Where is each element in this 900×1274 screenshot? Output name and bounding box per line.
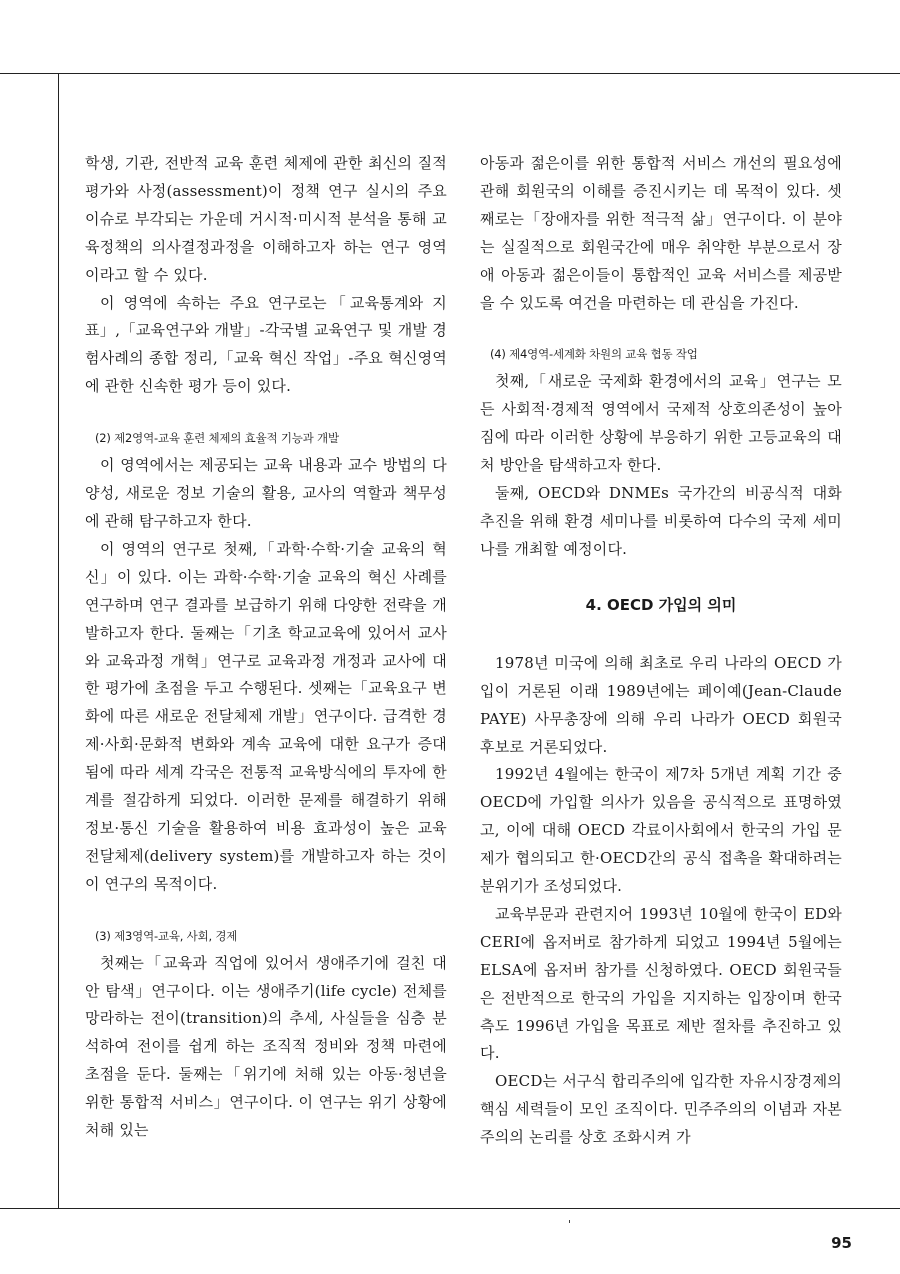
left-paragraph-5: 첫째는「교육과 직업에 있어서 생애주기에 걸친 대안 탐색」연구이다. 이는 생애주기(life cycle) 전체를 망라하는 전이(transition)의 추세, 사실들을 심층 분석하여 전이를 쉽게 하는 조직적 정비와 정책 마련에 초점을 둔다. 둘째는「위기에 처해 있는 아동·청년을 위한 통합적 서비스」연구이다. 이 연구는 위기 상황에 처해 있는: [85, 953, 447, 1140]
subsection-heading-2: (2) 제2영역-교육 훈련 체제의 효율적 기능과 개발: [95, 431, 339, 446]
frame-top-rule: [0, 73, 900, 74]
left-column: [85, 150, 447, 1145]
section-heading-4: 4. OECD 가입의 의미: [585, 595, 737, 614]
left-paragraph-4: 이 영역의 연구로 첫째,「과학·수학·기술 교육의 혁신」이 있다. 이는 과학·수학·기술 교육의 혁신 사례를 연구하며 연구 결과를 보급하기 위해 다양한 전략을 개발하고자 한다. 둘째는「기초 학교교육에 있어서 교사와 교육과정 개혁」연구로 교육과정 개정과 교사에 대한 평가에 초점을 두고 수행된다. 셋째는「교육요구 변화에 따른 새로운 전달체제 개발」연구이다. 급격한 경제·사회·문화적 변화와 계속 교육에 대한 요구가 증대됨에 따라 세계 각국은 전통적 교육방식에의 투자에 한계를 절감하게 되었다. 이러한 문제를 해결하기 위해 정보·통신 기술을 활용하여 비용 효과성이 높은 교육 전달체제(delivery system)를 개발하고자 하는 것이 이 연구의 목적이다.: [85, 539, 447, 893]
right-paragraph-4: 1978년 미국에 의해 최초로 우리 나라의 OECD 가입이 거론된 이래 1989년에는 페이예(Jean-Claude PAYE) 사무총장에 의해 우리 나라가 OECD 회원국 후보로 거론되었다.: [480, 653, 842, 756]
subsection-heading-4: (4) 제4영역-세계화 차원의 교육 협동 작업: [490, 347, 698, 362]
right-column: [480, 150, 842, 1152]
left-paragraph-1: 학생, 기관, 전반적 교육 훈련 체제에 관한 최신의 질적 평가와 사정(assessment)이 정책 연구 실시의 주요 이슈로 부각되는 가운데 거시적·미시적 분석을 통해 교육정책의 의사결정과정을 이해하고자 하는 연구 영역이라고 할 수 있다.: [85, 154, 447, 284]
right-paragraph-7: OECD는 서구식 합리주의에 입각한 자유시장경제의 핵심 세력들이 모인 조직이다. 민주주의의 이념과 자본주의의 논리를 상호 조화시켜 가: [480, 1072, 842, 1147]
left-paragraph-2: 이 영역에 속하는 주요 연구로는「교육통계와 지표」,「교육연구와 개발」-각국별 교육연구 및 개발 경험사례의 종합 정리,「교육 혁신 작업」-주요 혁신영역에 관한 신속한 평가 등이 있다.: [85, 293, 447, 396]
frame-left-rule: [58, 73, 59, 1208]
right-paragraph-1: 아동과 젊은이를 위한 통합적 서비스 개선의 필요성에 관해 회원국의 이해를 증진시키는 데 목적이 있다. 셋째로는「장애자를 위한 적극적 삶」연구이다. 이 분야는 실질적으로 회원국간에 매우 취약한 부분으로서 장애 아동과 젊은이들이 통합적인 교육 서비스를 제공받을 수 있도록 여건을 마련하는 데 관심을 가진다.: [480, 154, 842, 312]
footer-mark: ': [568, 1218, 572, 1231]
subsection-heading-3: (3) 제3영역-교육, 사회, 경제: [95, 928, 238, 943]
right-paragraph-2: 첫째,「새로운 국제화 환경에서의 교육」연구는 모든 사회적·경제적 영역에서 국제적 상호의존성이 높아짐에 따라 이러한 상황에 부응하기 위한 고등교육의 대처 방안을 탐색하고자 한다.: [480, 372, 842, 475]
frame-bottom-rule: [0, 1208, 900, 1209]
right-paragraph-3: 둘째, OECD와 DNMEs 국가간의 비공식적 대화 추진을 위해 환경 세미나를 비롯하여 다수의 국제 세미나를 개최할 예정이다.: [480, 484, 842, 558]
right-paragraph-5: 1992년 4월에는 한국이 제7차 5개년 계획 기간 중 OECD에 가입할 의사가 있음을 공식적으로 표명하였고, 이에 대해 OECD 각료이사회에서 한국의 가입 문제가 협의되고 한·OECD간의 공식 접촉을 확대하려는 분위기가 조성되었다.: [480, 765, 842, 896]
right-paragraph-6: 교육부문과 관련지어 1993년 10월에 한국이 ED와 CERI에 옵저버로 참가하게 되었고 1994년 5월에는 ELSA에 옵저버 참가를 신청하였다. OECD 회원국들은 전반적으로 한국의 가입을 지지하는 입장이며 한국측도 1996년 가입을 목표로 제반 절차를 추진하고 있다.: [480, 904, 842, 1063]
page-number: 95: [831, 1234, 852, 1252]
left-paragraph-3: 이 영역에서는 제공되는 교육 내용과 교수 방법의 다양성, 새로운 정보 기술의 활용, 교사의 역할과 책무성에 관해 탐구하고자 한다.: [85, 456, 447, 530]
